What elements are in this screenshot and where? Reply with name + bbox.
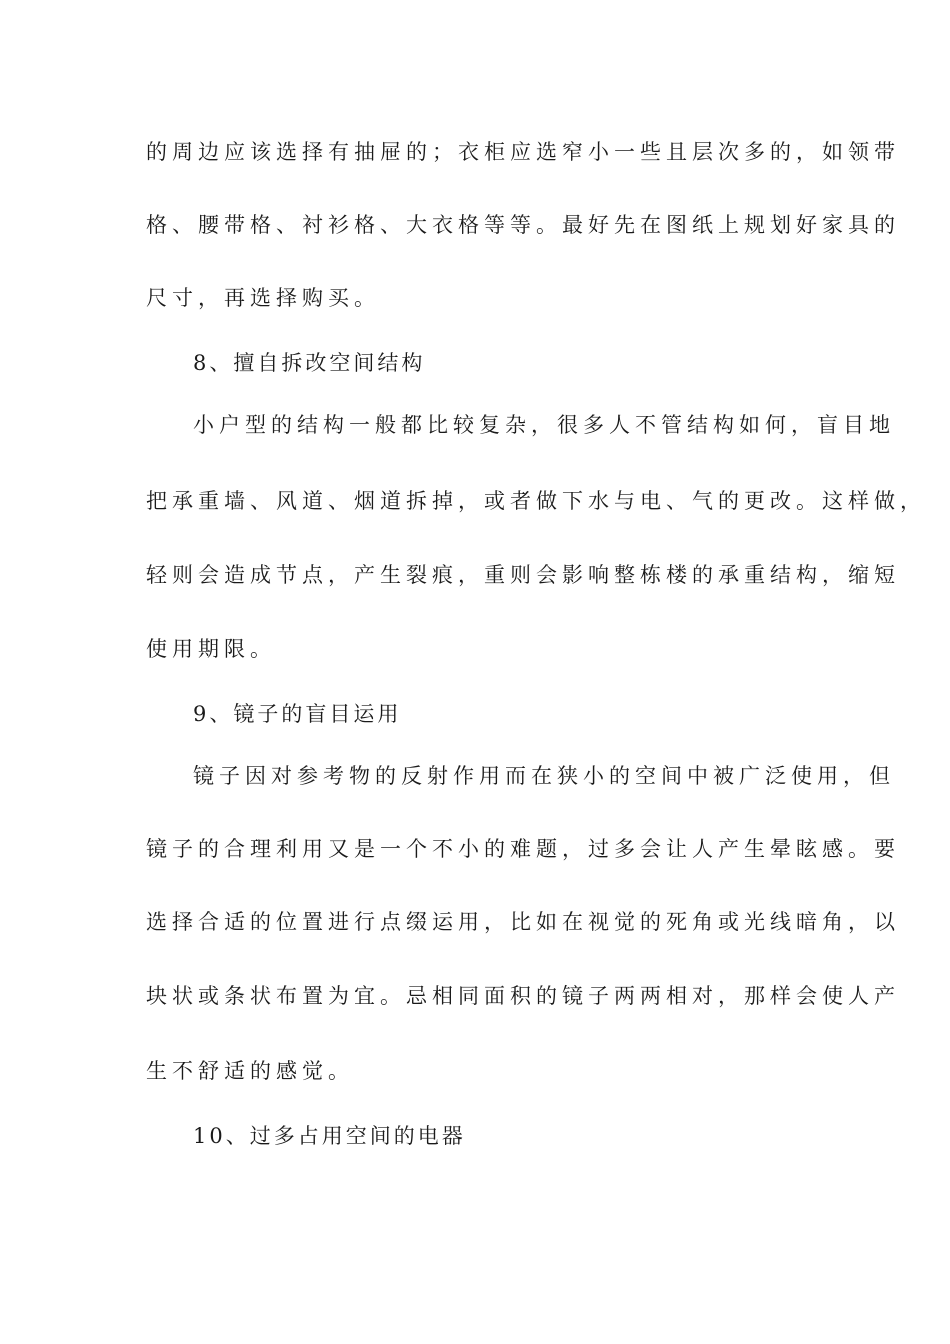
section-heading: 10、过多占用空间的电器	[193, 1124, 466, 1148]
paragraph-line: 生不舒适的感觉。	[146, 1059, 354, 1083]
paragraph-line: 格、腰带格、衬衫格、大衣格等等。最好先在图纸上规划好家具的	[146, 213, 900, 237]
paragraph-line: 块状或条状布置为宜。忌相同面积的镜子两两相对，那样会使人产	[146, 984, 900, 1008]
section-heading: 8、擅自拆改空间结构	[193, 351, 426, 375]
paragraph-line: 镜子的合理利用又是一个不小的难题，过多会让人产生晕眩感。要	[146, 837, 900, 861]
paragraph-line: 选择合适的位置进行点缀运用，比如在视觉的死角或光线暗角，以	[146, 910, 900, 934]
paragraph-line: 的周边应该选择有抽屉的；衣柜应选窄小一些且层次多的，如领带	[146, 140, 900, 164]
paragraph-line: 小户型的结构一般都比较复杂，很多人不管结构如何，盲目地	[193, 413, 895, 437]
section-heading: 9、镜子的盲目运用	[193, 702, 402, 726]
paragraph-line: 镜子因对参考物的反射作用而在狭小的空间中被广泛使用，但	[193, 764, 895, 788]
paragraph-line: 使用期限。	[146, 637, 276, 661]
paragraph-line: 尺寸，再选择购买。	[146, 286, 380, 310]
paragraph-line: 轻则会造成节点，产生裂痕，重则会影响整栋楼的承重结构，缩短	[146, 563, 900, 587]
paragraph-line: 把承重墙、风道、烟道拆掉，或者做下水与电、气的更改。这样做，	[146, 489, 926, 513]
